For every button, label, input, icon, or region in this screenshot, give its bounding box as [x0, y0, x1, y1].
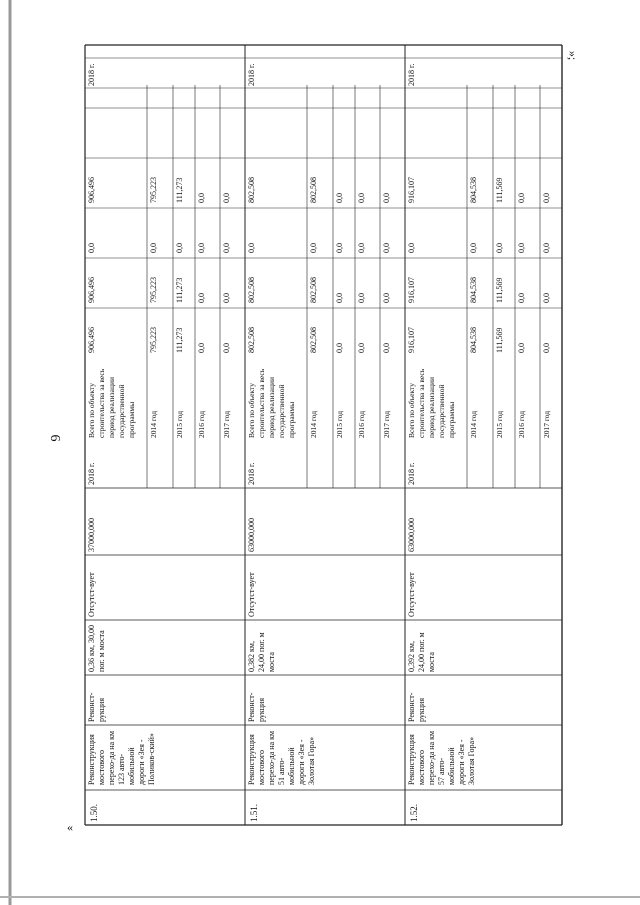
year-value: 0,0: [542, 293, 551, 303]
year-label: 2017 год: [222, 410, 231, 438]
year-label: 2014 год: [469, 410, 478, 438]
year-value: 0,0: [357, 343, 366, 353]
year-value: 804,538: [469, 327, 478, 353]
year-value: 0,0: [517, 243, 526, 253]
year-value: 0,0: [542, 343, 551, 353]
total-value: 916,107: [407, 277, 416, 303]
year-label: 2014 год: [149, 410, 158, 438]
total-value: 906,496: [87, 177, 96, 203]
year-value: 802,508: [309, 327, 318, 353]
year-value: 0,0: [542, 243, 551, 253]
year-value: 0,0: [222, 243, 231, 253]
year-value: 0,0: [197, 243, 206, 253]
status: Отсутст-вует: [87, 572, 96, 617]
year-value: 0,0: [517, 293, 526, 303]
row-number: 1.50.: [89, 804, 99, 822]
year-label: 2015 год: [335, 410, 344, 438]
total-value: 802,508: [247, 277, 256, 303]
year-label: 2017 год: [542, 410, 551, 438]
capacity: 0,382 км, 24,00 пог. м моста: [247, 632, 276, 672]
row-number: 1.52.: [409, 804, 419, 822]
year-value: 802,508: [309, 277, 318, 303]
cost: 37000,000: [87, 518, 96, 552]
total-value: 906,496: [87, 327, 96, 353]
year-value: 0,0: [197, 193, 206, 203]
total-value: 802,508: [247, 177, 256, 203]
year-value: 0,0: [517, 193, 526, 203]
total-value: 906,496: [87, 277, 96, 303]
object-name: Реконструкция мостового перехо-да на км 123 авто-мобильной дороги «Зея - Поликов-ский»: [87, 730, 156, 785]
year-value: 0,0: [335, 343, 344, 353]
end-year: 2018 г.: [407, 63, 416, 86]
work-type: Реконст-рукция: [87, 692, 106, 722]
year-value: 0,0: [222, 343, 231, 353]
total-value: 0,0: [87, 243, 96, 253]
year-value: 111,273: [175, 277, 184, 303]
row-number: 1.51.: [249, 804, 259, 822]
total-value: 916,107: [407, 177, 416, 203]
year-value: 0,0: [222, 193, 231, 203]
year-label: 2016 год: [197, 410, 206, 438]
year-value: 804,538: [469, 177, 478, 203]
year-value: 111,273: [175, 327, 184, 353]
year-value: 111,569: [495, 177, 504, 203]
year-value: 0,0: [542, 193, 551, 203]
year-value: 795,223: [149, 327, 158, 353]
year-value: 0,0: [335, 193, 344, 203]
start-year: 2018 г.: [87, 462, 96, 485]
year-value: 804,538: [469, 277, 478, 303]
year-label: 2015 год: [495, 410, 504, 438]
year-value: 0,0: [335, 293, 344, 303]
year-value: 0,0: [495, 243, 504, 253]
year-value: 0,0: [469, 243, 478, 253]
status: Отсутст-вует: [407, 572, 416, 617]
year-value: 0,0: [357, 193, 366, 203]
year-value: 0,0: [335, 243, 344, 253]
year-value: 0,0: [382, 293, 391, 303]
total-label: Всего по объекту строительства за весь период реализации государственной программы: [247, 368, 296, 438]
close-quote: »;: [566, 50, 581, 61]
year-value: 0,0: [149, 243, 158, 253]
year-value: 0,0: [197, 293, 206, 303]
status: Отсутст-вует: [247, 572, 256, 617]
total-value: 802,508: [247, 327, 256, 353]
end-year: 2018 г.: [87, 63, 96, 86]
year-value: 0,0: [175, 243, 184, 253]
capacity: 0,392 км, 24,00 пог. м моста: [407, 632, 436, 672]
year-value: 0,0: [357, 293, 366, 303]
year-value: 0,0: [357, 243, 366, 253]
object-name: Реконструкция мостового перехо-да на км 51 авто-мобильной дороги «Зея - Золотая Гора»: [247, 730, 316, 785]
year-value: 0,0: [382, 193, 391, 203]
year-value: 0,0: [309, 243, 318, 253]
cost: 63000,000: [247, 518, 256, 552]
year-value: 0,0: [382, 343, 391, 353]
year-label: 2016 год: [517, 410, 526, 438]
total-value: 0,0: [247, 243, 256, 253]
total-label: Всего по объекту строительства за весь период реализации государственной программы: [87, 368, 136, 438]
total-value: 916,107: [407, 327, 416, 353]
year-value: 0,0: [517, 343, 526, 353]
year-label: 2016 год: [357, 410, 366, 438]
work-type: Реконст-рукция: [407, 692, 426, 722]
start-year: 2018 г.: [247, 462, 256, 485]
year-label: 2015 год: [175, 410, 184, 438]
year-label: 2017 год: [382, 410, 391, 438]
work-type: Реконст-рукция: [247, 692, 266, 722]
year-value: 0,0: [222, 293, 231, 303]
year-value: 802,508: [309, 177, 318, 203]
capacity: 0,36 км, 30,00 пог. м моста: [87, 625, 106, 672]
start-year: 2018 г.: [407, 462, 416, 485]
year-value: 795,223: [149, 277, 158, 303]
object-name: Реконструкция мостового перехо-да на км 57 авто-мобильной дороги «Зея - Золотая Гора»: [407, 730, 476, 785]
year-label: 2014 год: [309, 410, 318, 438]
year-value: 795,223: [149, 177, 158, 203]
total-label: Всего по объекту строительства за весь период реализации государственной программы: [407, 368, 456, 438]
end-year: 2018 г.: [247, 63, 256, 86]
year-value: 111,569: [495, 327, 504, 353]
total-value: 0,0: [407, 243, 416, 253]
year-value: 0,0: [382, 243, 391, 253]
year-value: 0,0: [197, 343, 206, 353]
year-value: 111,273: [175, 177, 184, 203]
page-number: 6: [47, 434, 62, 442]
cost: 63000,000: [407, 518, 416, 552]
year-value: 111,569: [495, 277, 504, 303]
open-quote: «: [67, 820, 73, 834]
